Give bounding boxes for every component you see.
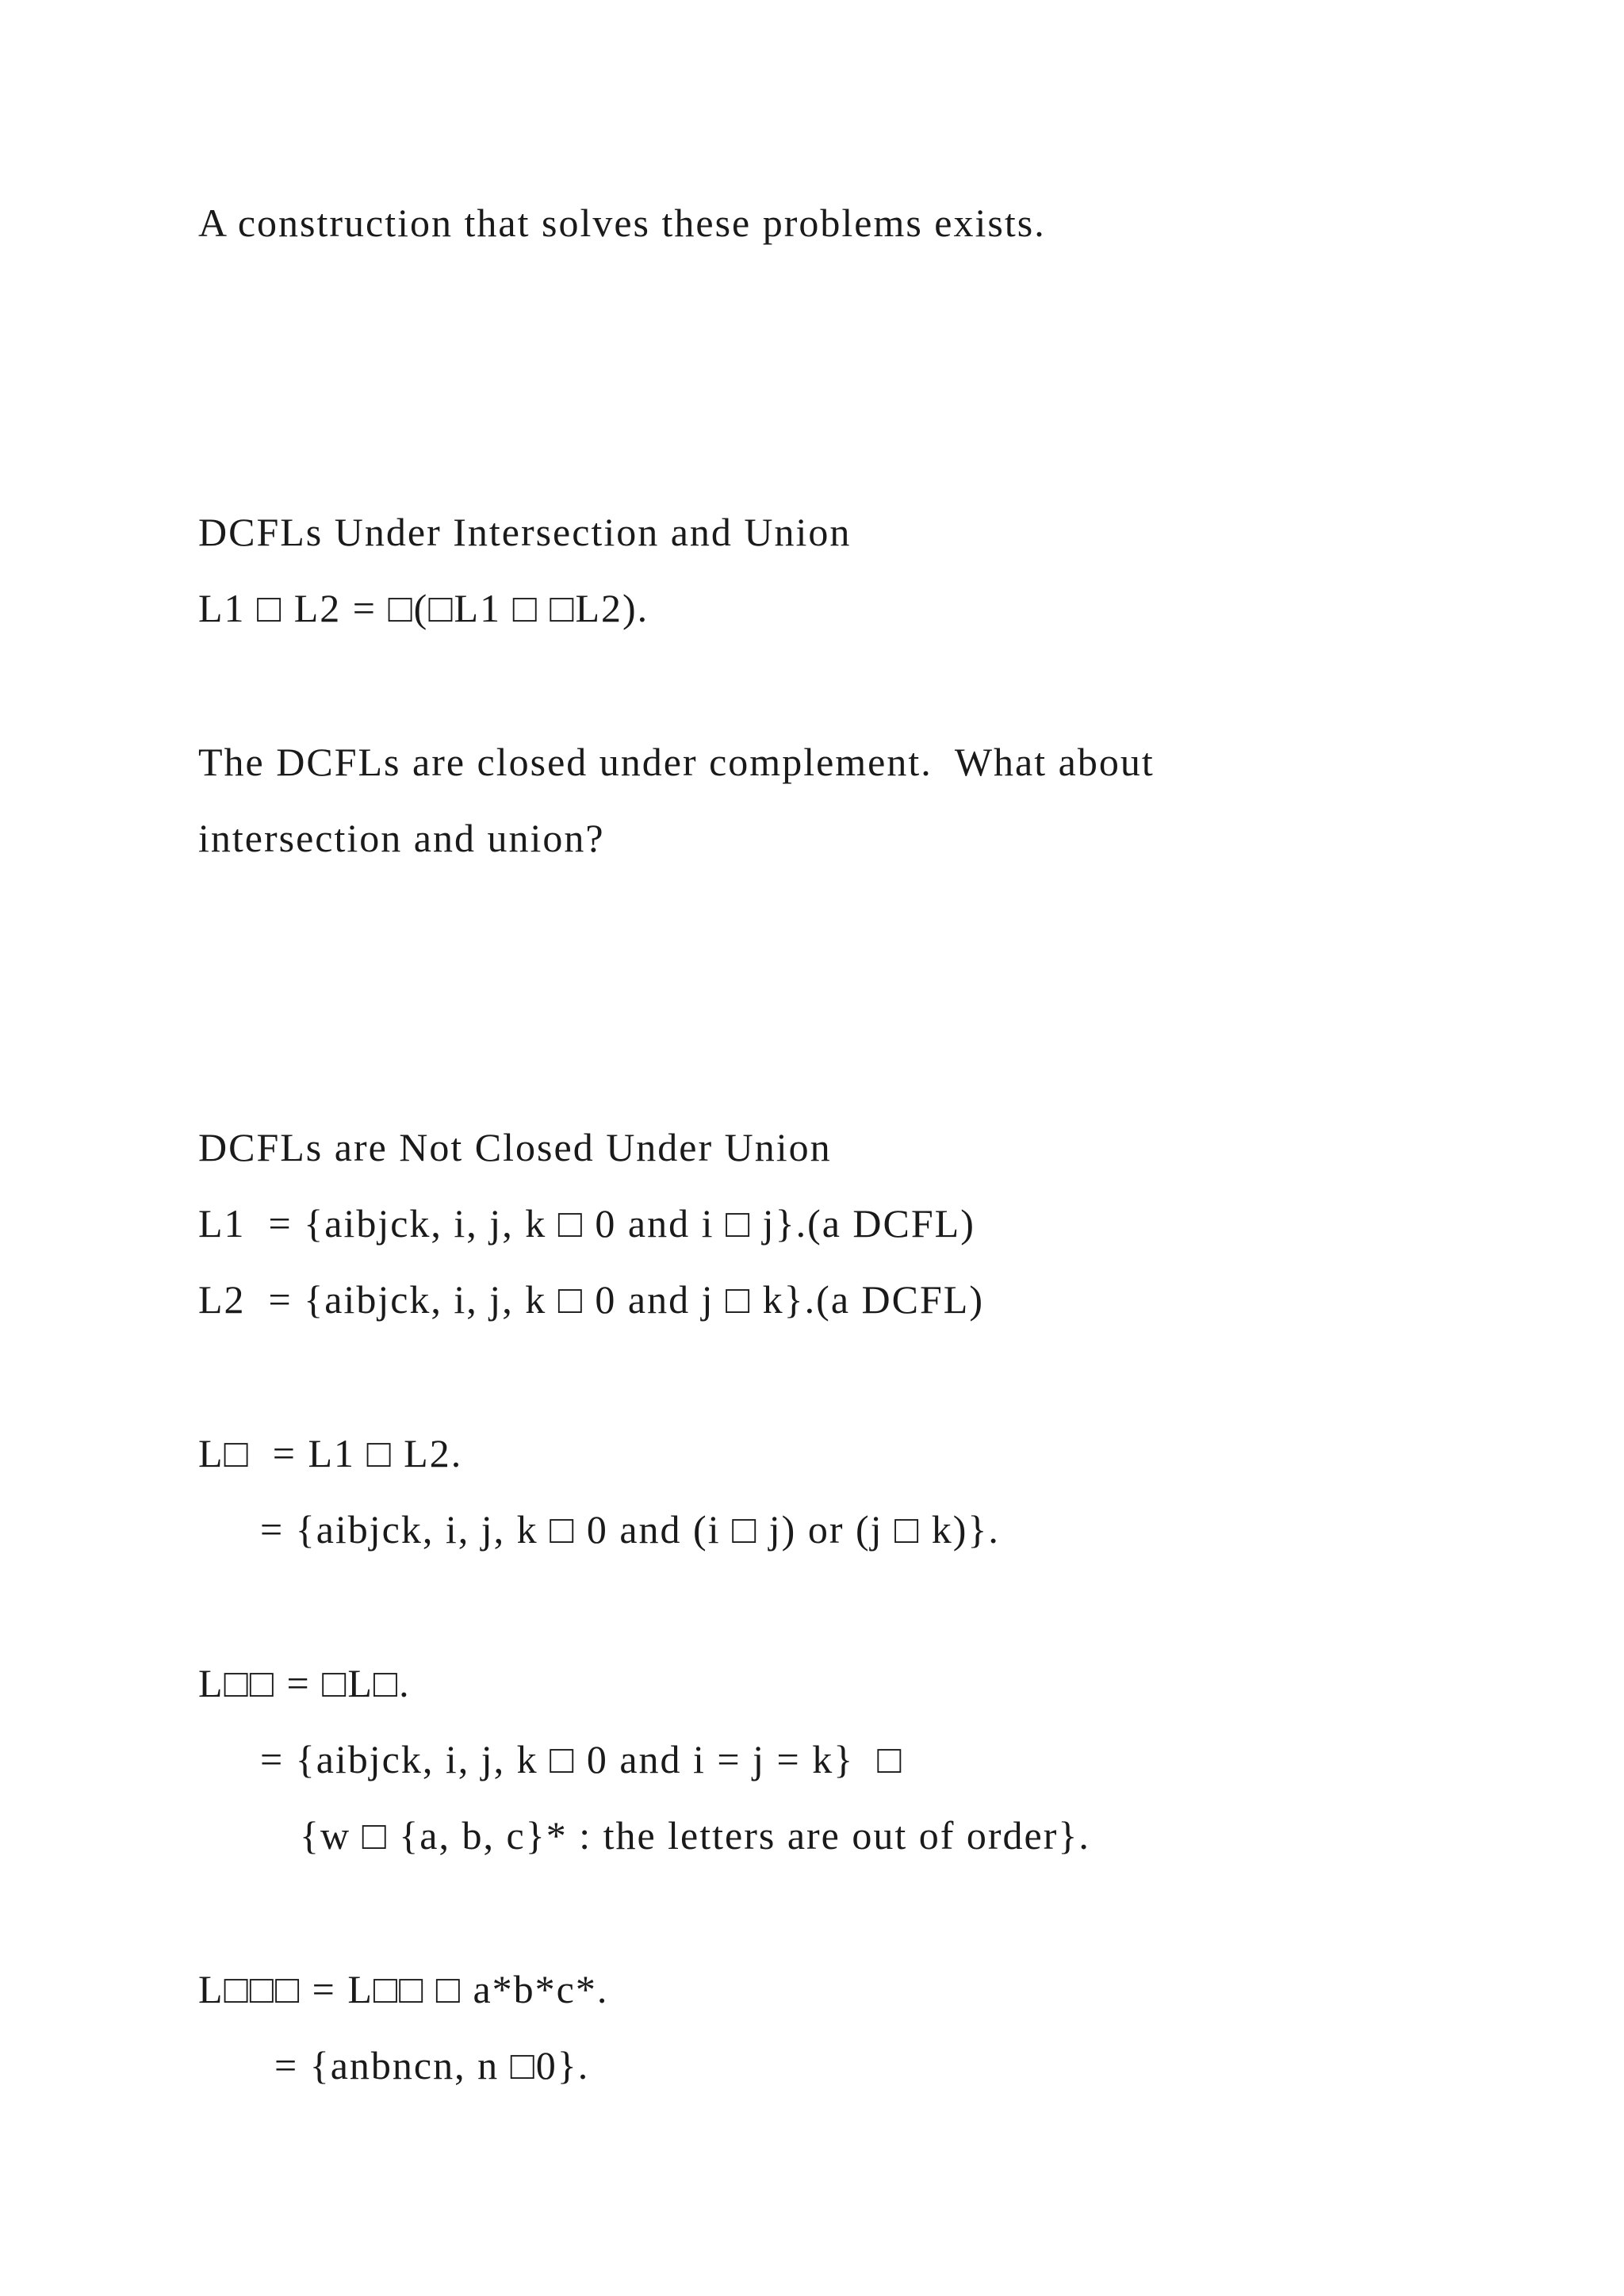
- ltriple-expansion: = {anbncn, n □0}.: [274, 2043, 590, 2087]
- ldouble-definition: L□□ = □L□.: [198, 1661, 411, 1705]
- intro-text: A construction that solves these problems exists.: [198, 201, 1046, 245]
- heading-not-closed-union: DCFLs are Not Closed Under Union: [198, 1125, 832, 1169]
- equation-de-morgan: L1 □ L2 = □(□L1 □ □L2).: [198, 586, 649, 630]
- ldouble-expansion-2: {w □ {a, b, c}* : the letters are out of order}.: [300, 1813, 1090, 1858]
- l1-definition: L1 = {aibjck, i, j, k □ 0 and i □ j}.(a DCFL): [198, 1201, 975, 1246]
- paragraph-line-1: The DCFLs are closed under complement. What about: [198, 740, 1155, 784]
- ldouble-expansion-1: = {aibjck, i, j, k □ 0 and i = j = k} □: [260, 1737, 903, 1781]
- paragraph-line-2: intersection and union?: [198, 816, 605, 860]
- lprime-definition: L□ = L1 □ L2.: [198, 1431, 463, 1475]
- l2-definition: L2 = {aibjck, i, j, k □ 0 and j □ k}.(a DCFL): [198, 1277, 984, 1322]
- lprime-expansion: = {aibjck, i, j, k □ 0 and (i □ j) or (j □ k)}.: [260, 1507, 1000, 1552]
- ltriple-definition: L□□□ = L□□ □ a*b*c*.: [198, 1967, 609, 2011]
- heading-intersection-union: DCFLs Under Intersection and Union: [198, 510, 852, 554]
